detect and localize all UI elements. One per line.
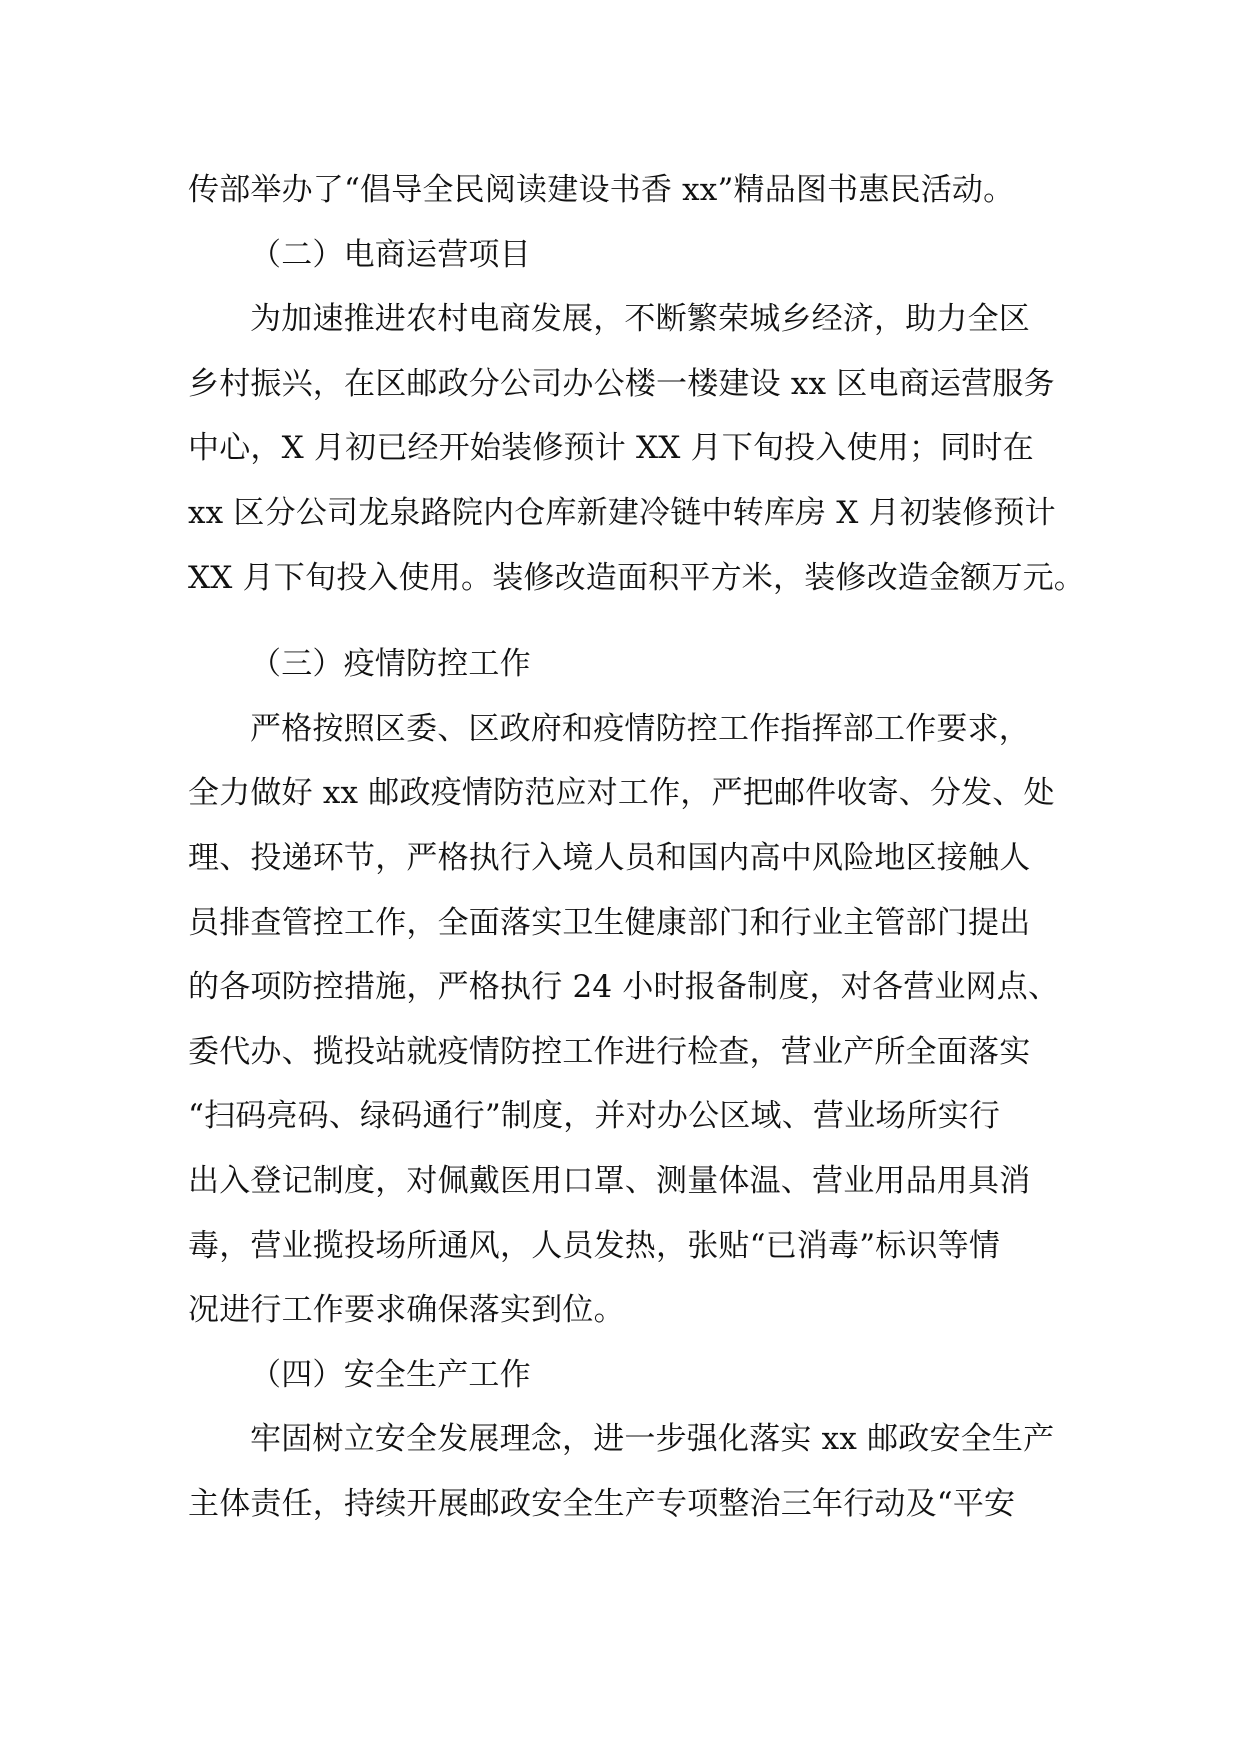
section-heading-safety: （四）安全生产工作 xyxy=(250,1356,531,1393)
body-text-line: 全力做好 xx 邮政疫情防范应对工作，严把邮件收寄、分发、处 xyxy=(188,775,1055,812)
paragraph-epidemic xyxy=(188,697,1060,1343)
body-text-line: XX 月下旬投入使用。装修改造面积平方米，装修改造金额万元。 xyxy=(188,559,1085,596)
paragraph-gap xyxy=(188,610,1060,632)
paragraph-safety xyxy=(188,1407,1060,1536)
body-text-line: 毒，营业揽投场所通风，人员发热，张贴“已消毒”标识等情 xyxy=(188,1227,1001,1264)
body-text-line: 理、投递环节，严格执行入境人员和国内高中风险地区接触人 xyxy=(188,839,1031,876)
body-text-line: 为加速推进农村电商发展，不断繁荣城乡经济，助力全区 xyxy=(250,301,1030,338)
section-heading-epidemic: （三）疫情防控工作 xyxy=(250,646,531,683)
section-heading-ecommerce: （二）电商运营项目 xyxy=(250,236,531,273)
body-text-line: 中心，X 月初已经开始装修预计 XX 月下旬投入使用；同时在 xyxy=(188,430,1034,467)
document-page xyxy=(188,158,1085,1536)
body-text-line: 牢固树立安全发展理念，进一步强化落实 xx 邮政安全生产 xyxy=(250,1421,1055,1458)
paragraph-ecommerce xyxy=(188,287,1085,610)
body-text-line: 况进行工作要求确保落实到位。 xyxy=(188,1292,625,1329)
body-text-line: 委代办、揽投站就疫情防控工作进行检查，营业产所全面落实 xyxy=(188,1033,1031,1070)
body-text-line: xx 区分公司龙泉路院内仓库新建冷链中转库房 X 月初装修预计 xyxy=(188,494,1056,531)
body-text-line: 乡村振兴，在区邮政分公司办公楼一楼建设 xx 区电商运营服务 xyxy=(188,365,1055,402)
body-text-line: 主体责任，持续开展邮政安全生产专项整治三年行动及“平安 xyxy=(188,1485,1016,1522)
body-text-line: 员排查管控工作，全面落实卫生健康部门和行业主管部门提出 xyxy=(188,904,1031,941)
body-text-line: “扫码亮码、绿码通行”制度，并对办公区域、营业场所实行 xyxy=(188,1098,1001,1135)
body-text-line: 出入登记制度，对佩戴医用口罩、测量体温、营业用品用具消 xyxy=(188,1162,1031,1199)
body-text-line: 的各项防控措施，严格执行 24 小时报备制度，对各营业网点、 xyxy=(188,969,1060,1006)
body-text-line: 严格按照区委、区政府和疫情防控工作指挥部工作要求， xyxy=(250,710,1030,747)
body-text-line: 传部举办了“倡导全民阅读建设书香 xx”精品图书惠民活动。 xyxy=(188,172,1015,208)
